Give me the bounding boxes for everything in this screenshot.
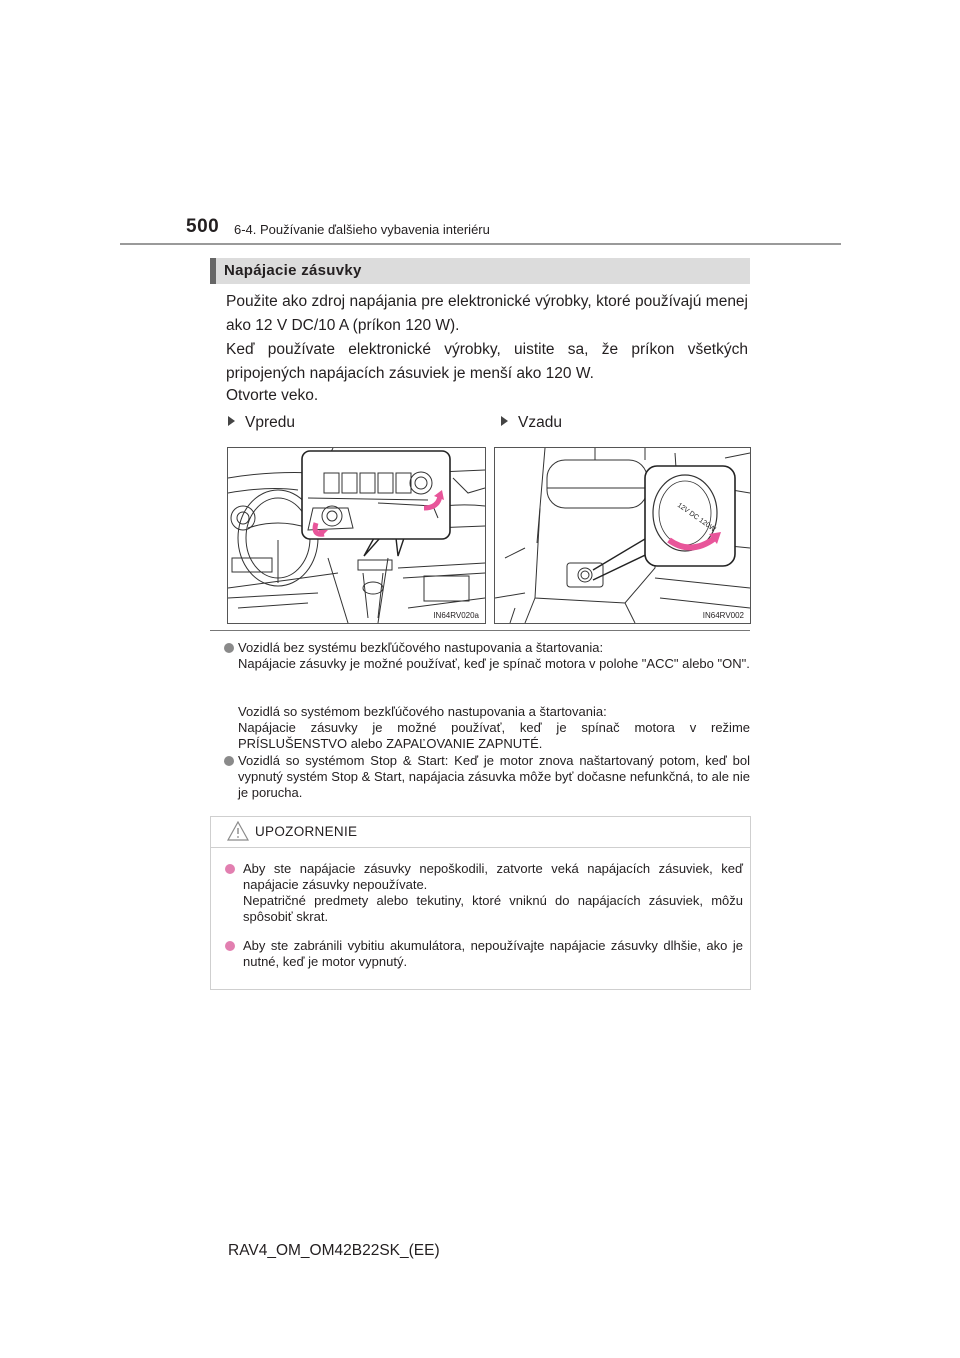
caution-box (210, 816, 751, 990)
paragraph-usage: Použite ako zdroj napájania pre elektronické výrobky, ktoré používajú menej ako 12 V DC/10 A (príkon 120 W). (226, 293, 748, 334)
caution-battery: Aby ste zabránili vybitiu akumulátora, nepoužívajte napájacie zásuvky dlhšie, ako je nutné, keď je motor vypnutý. (225, 938, 743, 970)
dashboard-illustration (228, 448, 485, 623)
triangle-bullet-icon (501, 416, 508, 426)
note-stop-start: Vozidlá so systémom Stop & Start: Keď je motor znova naštartovaný potom, keď bol vypnutý systém Stop & Start, napájacia zásuvka môže byť dočasne nefunkčná, to ale nie je porucha. (224, 753, 750, 801)
page-number: 500 (186, 216, 220, 237)
caution-header (211, 817, 750, 848)
figure-front-socket (227, 447, 486, 624)
triangle-bullet-icon (228, 416, 235, 426)
figure-code: IN64RV020a (433, 611, 479, 620)
bullet-icon (224, 643, 234, 653)
warning-triangle-icon (227, 821, 249, 841)
figure-rear-socket (494, 447, 751, 624)
header-section-title: 6-4. Používanie ďalšieho vybavenia interiéru (234, 222, 490, 237)
caution-label: UPOZORNENIE (255, 824, 358, 839)
section-heading: Napájacie zásuvky (224, 262, 362, 279)
socket-marking: 12V DC 120W (675, 501, 717, 534)
note-smart-entry: Vozidlá so systémom bezkľúčového nastupovania a štartovania: Napájacie zásuvky je možné používať, keď je spínač motora v režime PRÍSLUŠENSTVO alebo ZAPAĽOVANIE ZAPNUTÉ. (238, 704, 750, 751)
label-rear: Vzadu (501, 414, 562, 432)
rear-console-illustration (495, 448, 750, 623)
footer-doc-code: RAV4_OM_OM42B22SK_(EE) (228, 1242, 440, 1259)
section-heading-bar (210, 258, 750, 284)
bullet-icon (225, 941, 235, 951)
paragraph-open-lid: Otvorte veko. (226, 387, 319, 404)
paragraph-power-limit: Keď používate elektronické výrobky, uistite sa, že príkon všetkých pripojených napájacích zásuviek je menší ako 120 W. (226, 341, 748, 382)
bullet-icon (225, 864, 235, 874)
header-rule (120, 243, 841, 245)
figure-code: IN64RV002 (702, 611, 744, 620)
caution-close-lids: Aby ste napájacie zásuvky nepoškodili, zatvorte veká napájacích zásuviek, keď napájacie zásuvky nepoužívate. Nepatričné predmety alebo tekutiny, ktoré vniknú do napájacích zásuviek, môžu spôsobiť skrat. (225, 861, 743, 925)
note-no-smart-entry: Vozidlá bez systému bezkľúčového nastupovania a štartovania: Napájacie zásuvky je možné používať, keď je spínač motora v polohe "ACC" alebo "ON". (224, 640, 750, 672)
bullet-icon (224, 756, 234, 766)
notes-divider (210, 630, 750, 631)
section-heading-marker (210, 258, 216, 284)
label-front: Vpredu (228, 414, 295, 432)
